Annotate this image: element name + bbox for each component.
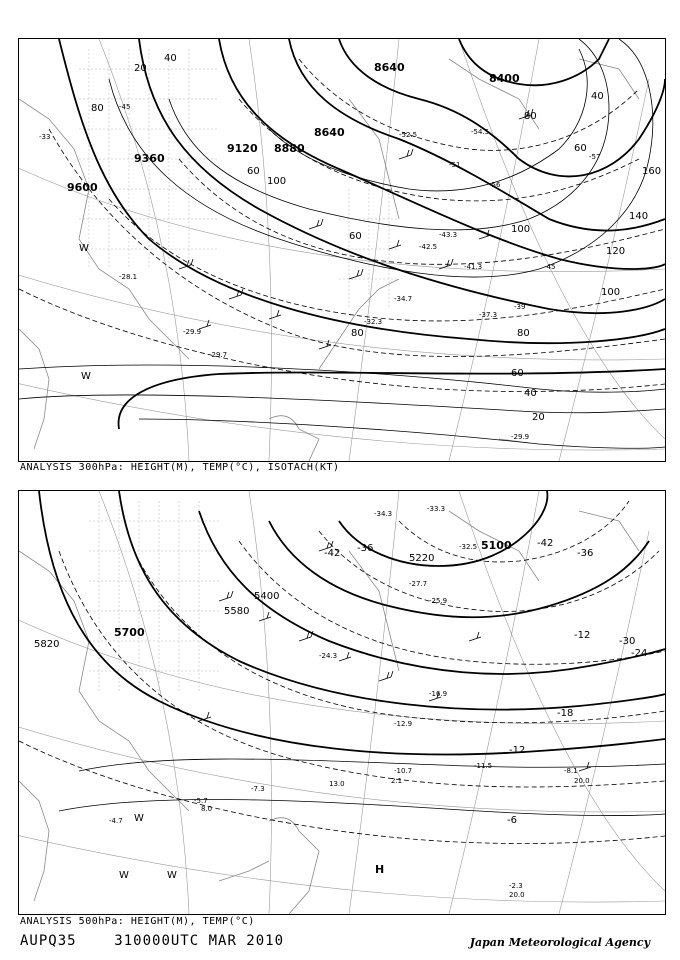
station-label: -16.9: [429, 690, 448, 698]
caption-500hpa: ANALYSIS 500hPa: HEIGHT(M), TEMP(°C): [20, 916, 255, 927]
isotach-label: 100: [511, 224, 531, 235]
isotach-label: 100: [267, 176, 287, 187]
coastlines: [19, 511, 639, 914]
isotach-label: 80: [351, 328, 364, 339]
map-panel-300hpa: [18, 38, 666, 462]
station-label: -24.3: [319, 652, 338, 660]
height-label: 5580: [224, 606, 250, 617]
temp-label: -54.5: [471, 128, 490, 136]
station-label: -10.7: [394, 767, 413, 775]
station-label: 20.0: [509, 891, 525, 899]
isotach-label: 20: [532, 412, 545, 423]
isotach-label: 80: [91, 103, 104, 114]
chart-id: AUPQ35: [20, 933, 77, 949]
isotach-label: 60: [247, 166, 260, 177]
temp-label: -28.1: [119, 273, 138, 281]
isotherm-label: -6: [507, 815, 517, 826]
height-label: 9360: [134, 152, 165, 165]
temp-label: -51: [449, 161, 461, 169]
station-grid: [79, 49, 399, 309]
station-label: -2.3: [509, 882, 523, 890]
map-marker: W: [119, 870, 129, 881]
height-label: 8400: [489, 72, 520, 85]
caption-300hpa: ANALYSIS 300hPa: HEIGHT(M), TEMP(°C), ISOTACH(KT): [20, 462, 340, 473]
station-label: -33.3: [427, 505, 446, 513]
temp-label: -34.7: [394, 295, 413, 303]
station-label: -7.3: [251, 785, 265, 793]
station-label: -27.7: [409, 580, 428, 588]
isotach-label: 40: [164, 53, 177, 64]
temp-label: -56: [489, 181, 501, 189]
isotherm-label: -42: [324, 548, 341, 559]
map-marker: W: [134, 813, 144, 824]
temp-label: -39: [514, 303, 526, 311]
temp-label: -45: [119, 103, 131, 111]
isotherm-label: -18: [557, 708, 574, 719]
temp-label: -32.3: [364, 318, 383, 326]
height-label: 8880: [274, 142, 305, 155]
isotach-label: 20: [134, 63, 147, 74]
isotherm-label: -12: [574, 630, 591, 641]
isotach-label: 40: [591, 91, 604, 102]
isotach-label: 140: [629, 211, 649, 222]
temp-label: -29.9: [511, 433, 530, 441]
height-contours: [59, 39, 665, 429]
station-label: -5.7: [194, 797, 208, 805]
isotach-label: 60: [574, 143, 587, 154]
temp-label: -41.3: [464, 263, 483, 271]
temp-label: -37.3: [479, 311, 498, 319]
station-label: 13.0: [329, 780, 345, 788]
isotach-label: 80: [524, 111, 537, 122]
height-label: 9600: [67, 181, 98, 194]
isotherm-label: -42: [537, 538, 554, 549]
map-panel-500hpa: [18, 490, 666, 915]
temp-label: -52.5: [399, 131, 418, 139]
isotherm-label: -30: [619, 636, 636, 647]
isotach-label: 100: [601, 287, 621, 298]
isotach-label: 60: [511, 368, 524, 379]
station-label: 8.0: [201, 805, 213, 813]
isotach-label: 160: [642, 166, 662, 177]
map-marker: W: [79, 243, 89, 254]
height-label: 9120: [227, 142, 258, 155]
temp-label: -42.5: [419, 243, 438, 251]
high-pressure-marker: H: [375, 863, 385, 876]
isotach-label: 60: [349, 231, 362, 242]
temp-label: -57: [589, 153, 601, 161]
isotherm-label: -24: [631, 648, 648, 659]
isotach-label: 40: [524, 388, 537, 399]
station-label: -25.9: [429, 597, 448, 605]
station-label: -11.5: [474, 762, 493, 770]
station-label: -32.5: [459, 543, 478, 551]
temp-label: -43.3: [439, 231, 458, 239]
temp-label: -29.9: [183, 328, 202, 336]
height-label: 5100: [481, 539, 512, 552]
map-500hpa: [19, 491, 665, 914]
isotherm-label: -36: [577, 548, 594, 559]
height-label: 5220: [409, 553, 435, 564]
station-label: -34.3: [374, 510, 393, 518]
height-label: 8640: [314, 126, 345, 139]
agency-name: Japan Meteorological Agency: [469, 936, 650, 949]
station-label: -12.9: [394, 720, 413, 728]
map-marker: W: [81, 371, 91, 382]
map-300hpa: [19, 39, 665, 461]
chart-datetime: 310000UTC MAR 2010: [114, 933, 285, 949]
height-label: 5400: [254, 591, 280, 602]
height-label: 5700: [114, 626, 145, 639]
station-label: -8.1: [564, 767, 578, 775]
temp-label: -33: [39, 133, 51, 141]
temp-label: -29.7: [209, 351, 228, 359]
height-label: 8640: [374, 61, 405, 74]
isotherm-label: -12: [509, 745, 526, 756]
isotach-label: 120: [606, 246, 626, 257]
station-label: 2.1: [391, 777, 403, 785]
station-label: -4.7: [109, 817, 123, 825]
height-label: 5820: [34, 639, 60, 650]
station-label: 20.0: [574, 777, 590, 785]
temp-label: -45: [544, 263, 556, 271]
isotach-label: 80: [517, 328, 530, 339]
isotherm-label: -36: [357, 543, 374, 554]
chart-code: [20, 933, 284, 949]
map-marker: W: [167, 870, 177, 881]
graticule: [19, 491, 665, 914]
